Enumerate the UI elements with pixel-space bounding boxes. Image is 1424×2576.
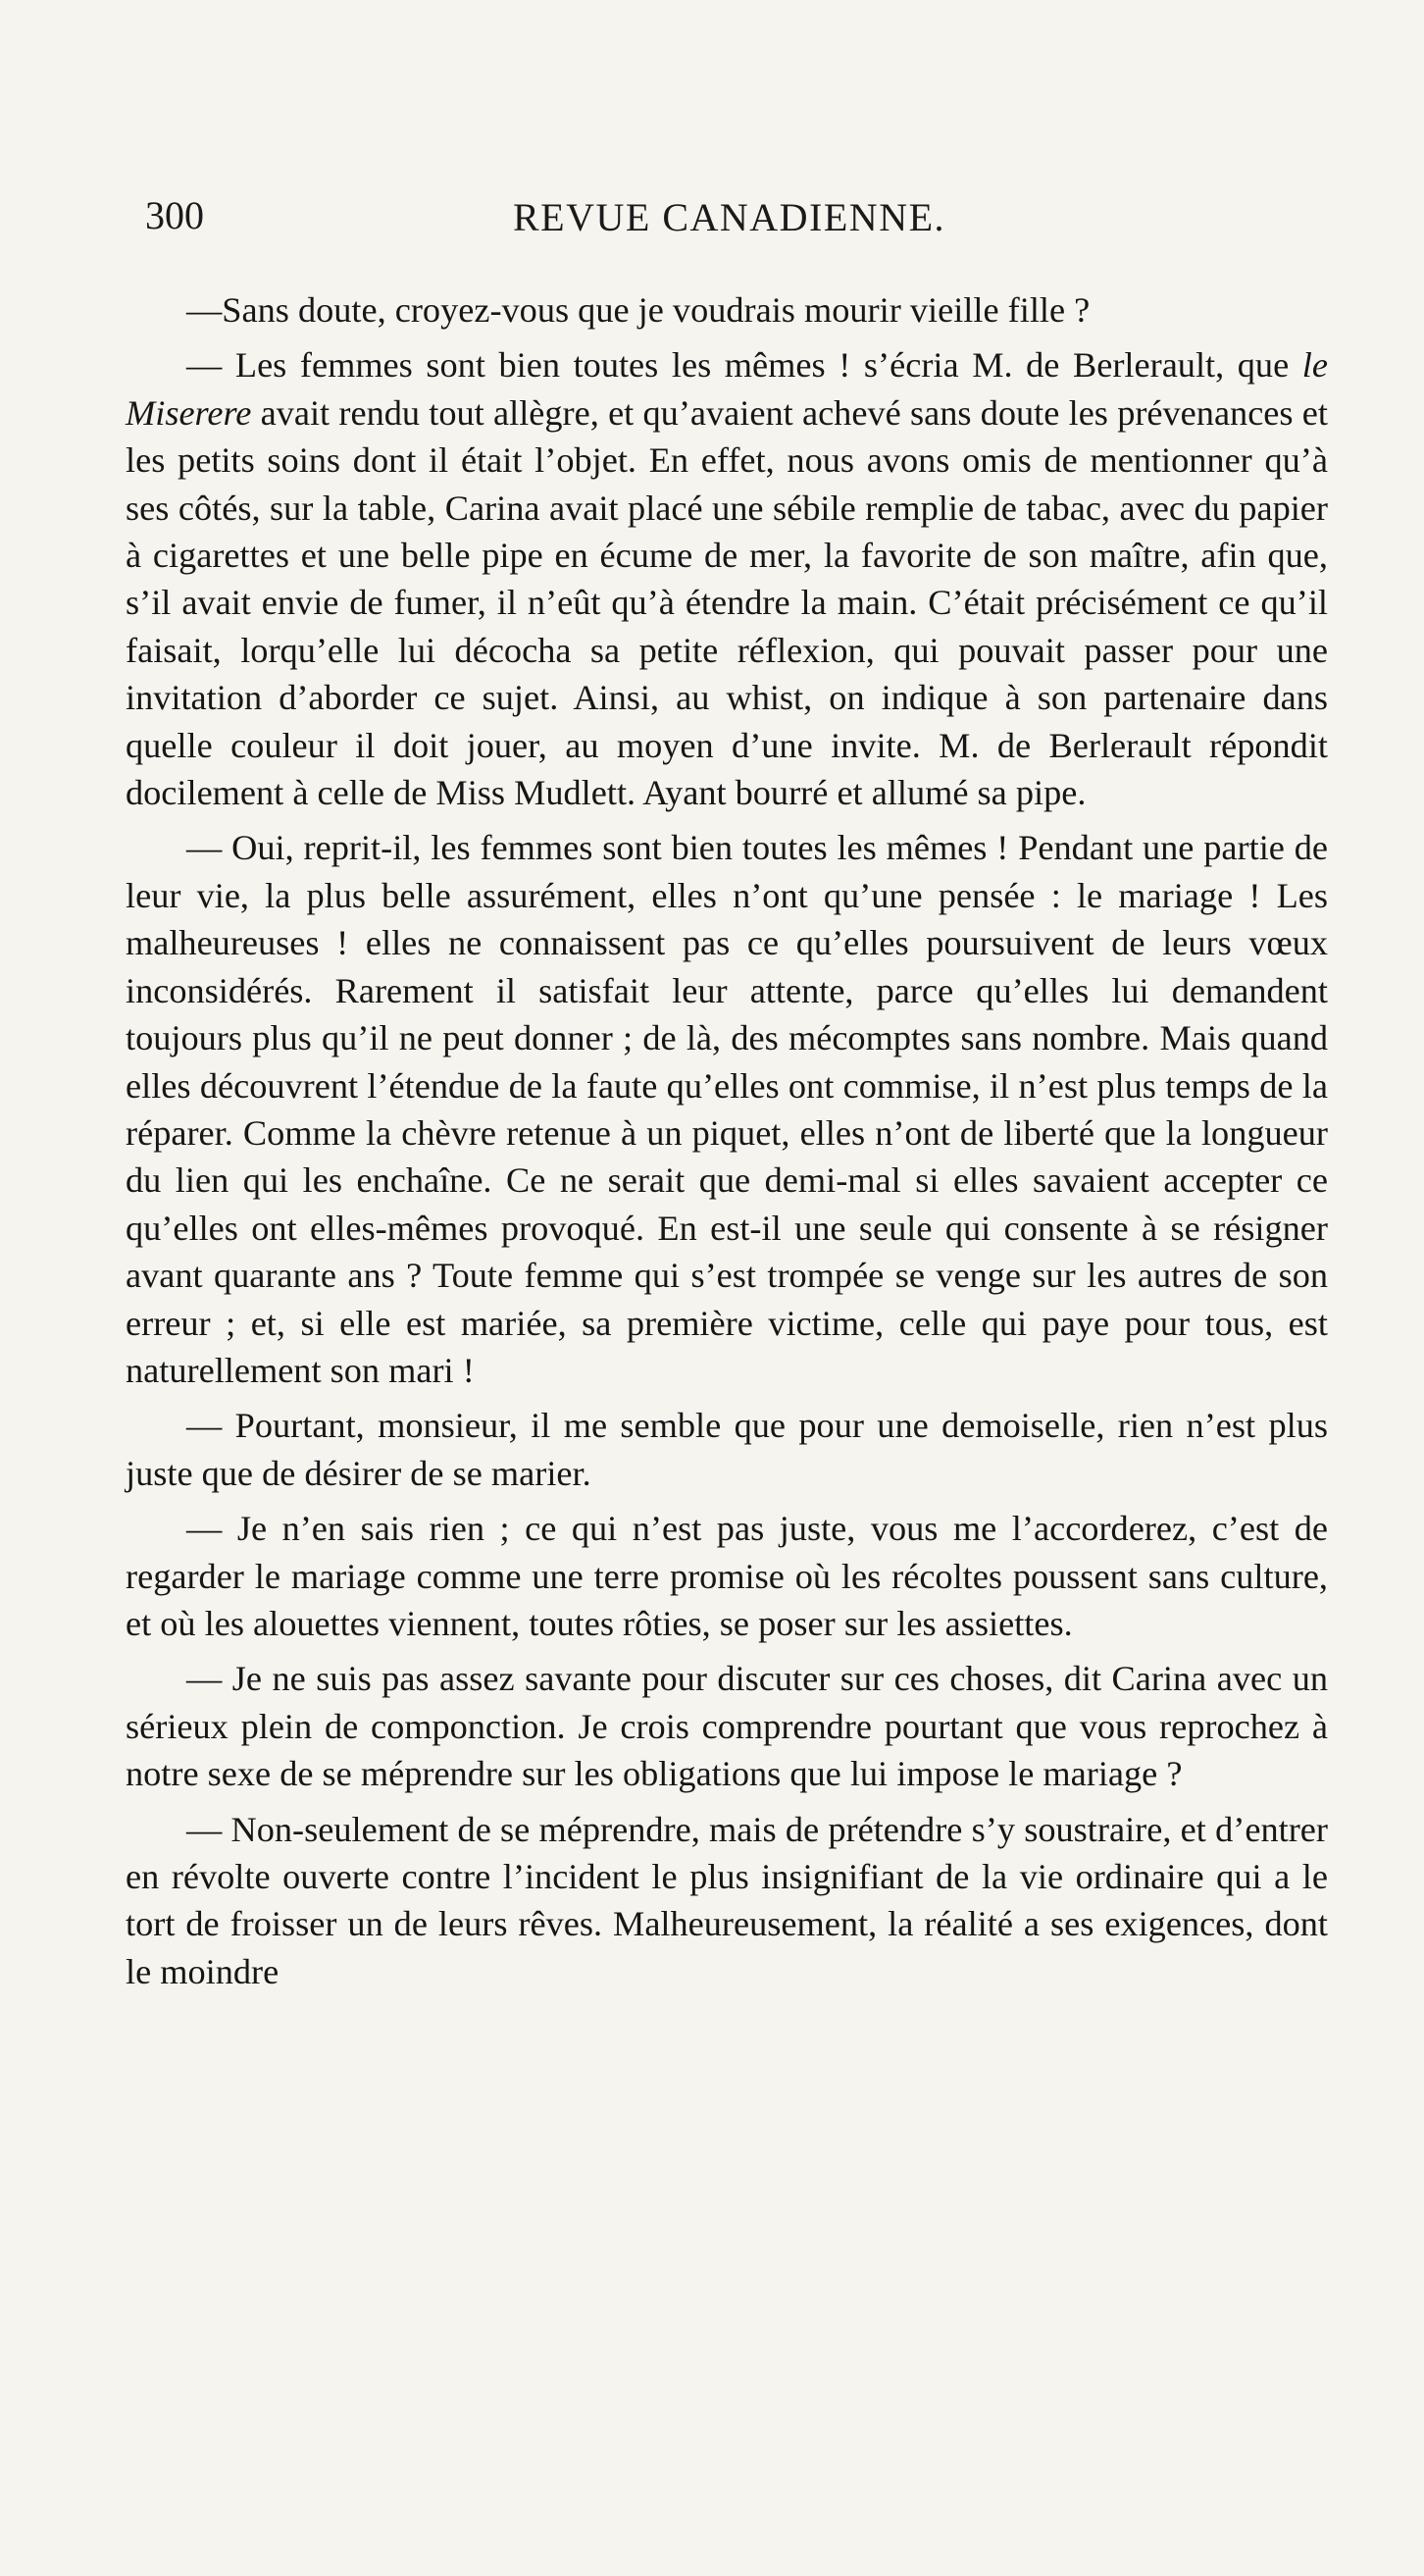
- paragraph: [126, 1402, 1328, 1497]
- paragraph: [126, 286, 1328, 334]
- paragraph-text: — Non-seulement de se méprendre, mais de prétendre s’y soustraire, et d’entrer en révolte ouverte contre l’incident le plus insignifiant de la vie ordinaire qui a le tort de froisser un de leurs rêves. Malheureusement, la réalité a ses exigences, dont le moindre: [126, 1809, 1328, 1991]
- paragraph-text: avait rendu tout allègre, et qu’avaient achevé sans doute les prévenances et les petits soins dont il était l’objet. En effet, nous avons omis de mentionner qu’à ses côtés, sur la table, Carina avait placé une sébile remplie de tabac, avec du papier à cigarettes et une belle pipe en écume de mer, la favorite de son maître, afin que, s’il avait envie de fumer, il n’eût qu’à étendre la main. C’était précisément ce qu’il faisait, lorqu’elle lui décocha sa petite réflexion, qui pouvait passer pour une invitation d’aborder ce sujet. Ainsi, au whist, on indique à son partenaire dans quelle couleur il doit jouer, au moyen d’une invite. M. de Berlerault répondit docilement à celle de Miss Mudlett. Ayant bourré et allumé sa pipe.: [126, 392, 1328, 813]
- running-title: REVUE CANADIENNE.: [513, 195, 946, 239]
- paragraph-text: —Sans doute, croyez-vous que je voudrais mourir vieille fille ?: [186, 290, 1091, 330]
- paragraph-text: — Oui, reprit-il, les femmes sont bien toutes les mêmes ! Pendant une partie de leur vie, la plus belle assurément, elles n’ont qu’une pensée : le mariage ! Les malheureuses ! elles ne connaissent pas ce qu’elles poursuivent de leurs vœux inconsidérés. Rarement il satisfait leur attente, parce qu’elles lui demandent toujours plus qu’il ne peut donner ; de là, des mécomptes sans nombre. Mais quand elles découvrent l’étendue de la faute qu’elles ont commise, il n’est plus temps de la réparer. Comme la chèvre retenue à un piquet, elles n’ont de liberté que la longueur du lien qui les enchaîne. Ce ne serait que demi-mal si elles savaient accepter ce qu’elles ont elles-mêmes provoqué. En est-il une seule qui consente à se résigner avant quarante ans ? Toute femme qui s’est trompée se venge sur les autres de son erreur ; et, si elle est mariée, sa première victime, celle qui paye pour tous, est naturellement son mari !: [126, 828, 1328, 1390]
- paragraph-text: — Je ne suis pas assez savante pour discuter sur ces choses, dit Carina avec un sérieux plein de componction. Je crois comprendre pourtant que vous reprochez à notre sexe de se méprendre sur les obligations que lui impose le mariage ?: [126, 1659, 1328, 1794]
- italic-title: le Miserere: [126, 345, 1328, 433]
- paragraph-text: — Pourtant, monsieur, il me semble que pour une demoiselle, rien n’est plus juste que de désirer de se marier.: [126, 1406, 1328, 1493]
- paragraph: [126, 1505, 1328, 1647]
- paragraph: [126, 341, 1328, 816]
- paragraph-text: — Les femmes sont bien toutes les mêmes ! s’écria M. de Berlerault, que: [186, 345, 1302, 386]
- body-text: [126, 286, 1328, 2003]
- paragraph: [126, 824, 1328, 1394]
- paragraph-text: — Je n’en sais rien ; ce qui n’est pas juste, vous me l’accorderez, c’est de regarder le mariage comme une terre promise où les récoltes poussent sans culture, et où les alouettes viennent, toutes rôties, se poser sur les assiettes.: [126, 1509, 1328, 1643]
- paragraph: [126, 1655, 1328, 1797]
- page-number: 300: [145, 193, 204, 237]
- page-header: [145, 192, 1322, 251]
- paragraph: [126, 1806, 1328, 1996]
